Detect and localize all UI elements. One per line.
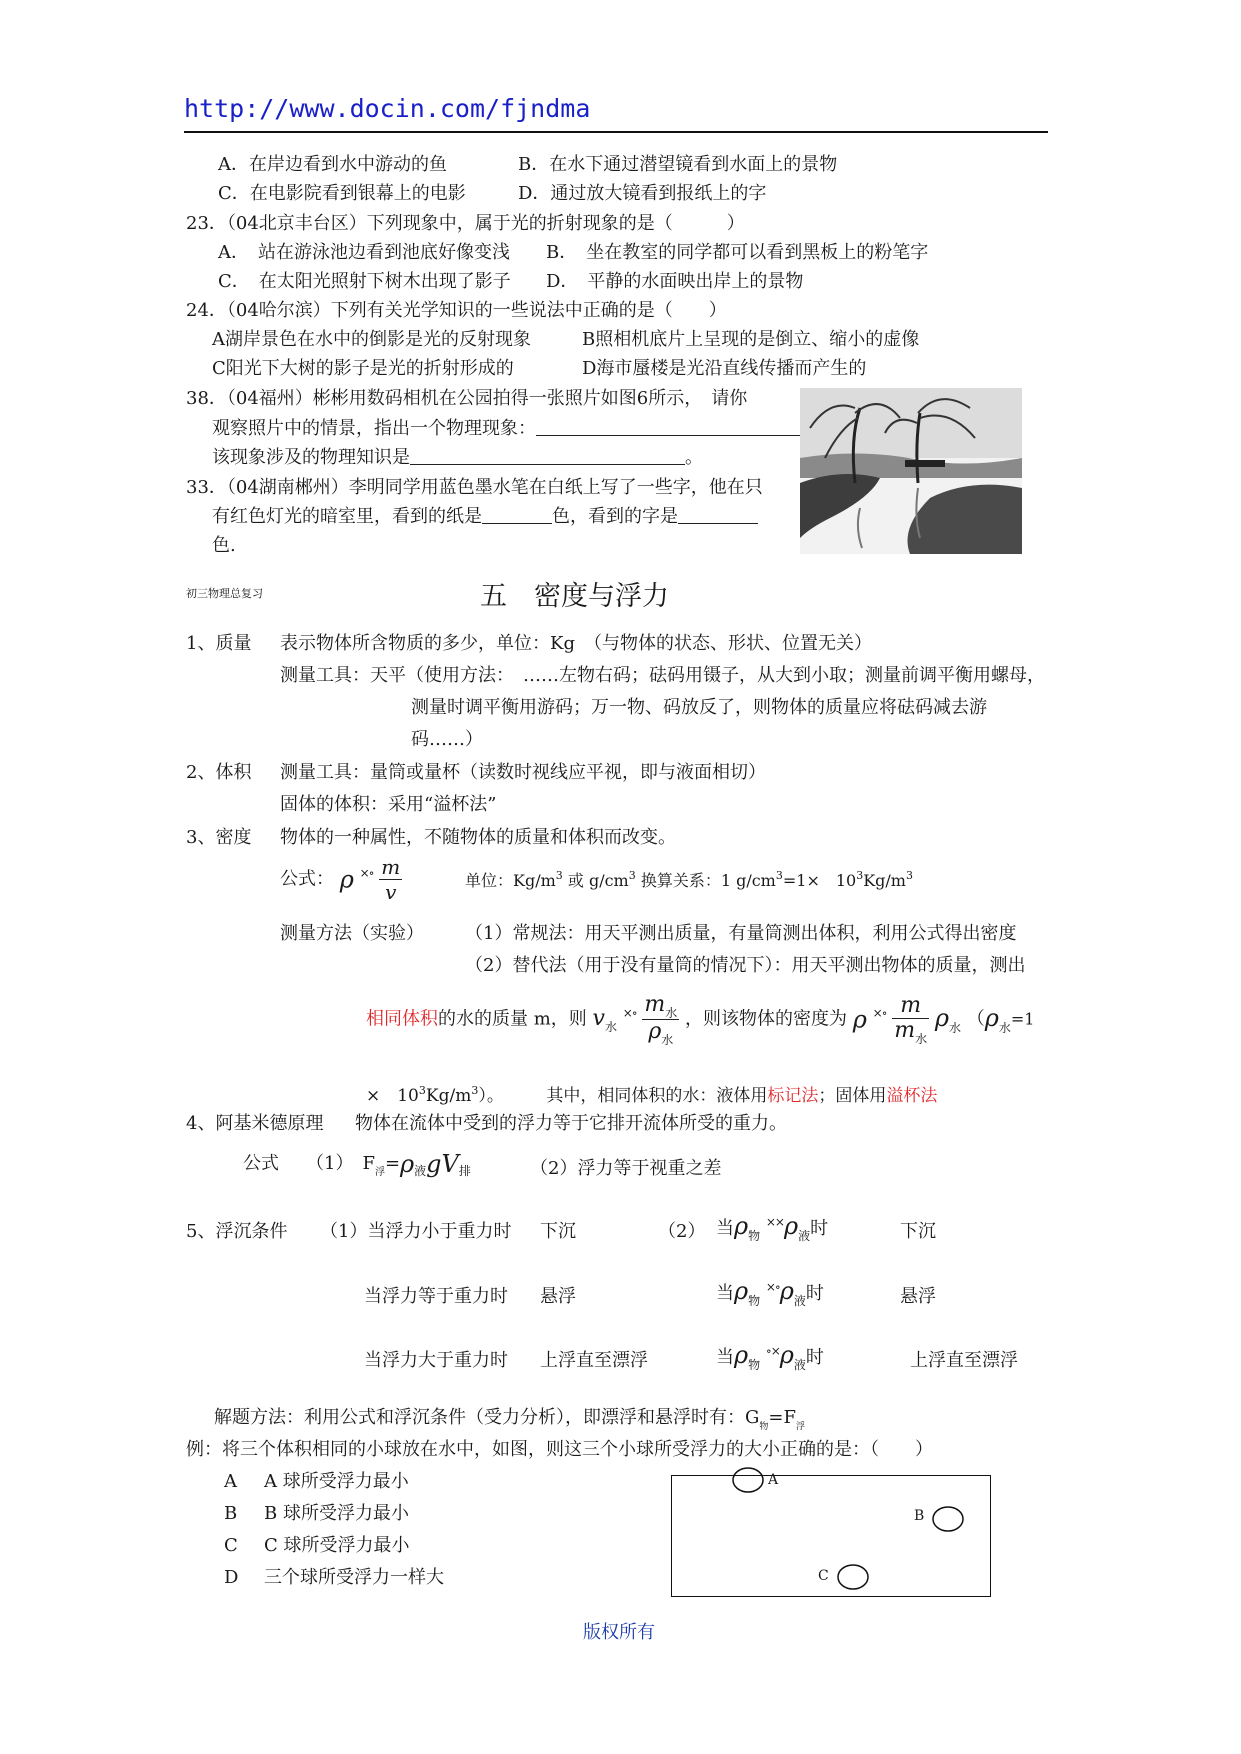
dc2-op: ×∘ xyxy=(765,1280,780,1294)
equals-glyph-3: ×∘ xyxy=(872,1005,887,1020)
unit-text: 单位：Kg/m xyxy=(465,871,556,890)
item1-desc: 表示物体所含物质的多少，单位：Kg （与物体的状态、形状、位置无关） xyxy=(280,633,872,654)
mark-method-text: 标记法 xyxy=(767,1086,819,1106)
section-title: 五 密度与浮力 xyxy=(480,581,669,612)
frac-m2: m xyxy=(892,994,929,1019)
item4-desc: 物体在流体中受到的浮力等于它排开流体所受的重力。 xyxy=(355,1113,787,1134)
q38-line3 xyxy=(212,446,703,470)
q23-option-b: B． 坐在教室的同学都可以看到黑板上的粉笔字 xyxy=(546,242,929,263)
item2-tool: 测量工具：量筒或量杯（读数时视线应平视，即与液面相切） xyxy=(280,762,766,783)
item5-label: 5、浮沉条件 xyxy=(186,1221,288,1242)
ball-c-label: C xyxy=(818,1568,829,1584)
density-cond-1 xyxy=(716,1214,828,1242)
q22-option-c: C．在电影院看到银幕上的电影 xyxy=(218,183,466,204)
q38-blank-2[interactable] xyxy=(410,446,685,465)
q23-option-c: C． 在太阳光照射下树木出现了影子 xyxy=(218,271,511,292)
dc3-ye: 液 xyxy=(793,1358,806,1372)
q33-prompt-b: 色，看到的字是 xyxy=(552,506,678,527)
af-V: V xyxy=(441,1150,459,1178)
q22-option-a: A．在岸边看到水中游动的鱼 xyxy=(218,154,447,175)
method-label: 测量方法（实验） xyxy=(280,923,424,944)
example-stem: 例：将三个体积相同的小球放在水中，如图，则这三个小球所受浮力的大小正确的是：（ ） xyxy=(186,1439,933,1460)
section-small-label: 初三物理总复习 xyxy=(186,587,263,600)
q24-option-c: C阳光下大树的影子是光的折射形成的 xyxy=(212,358,514,379)
example-option-c-key: C xyxy=(224,1535,238,1556)
result-1: 下沉 xyxy=(540,1221,576,1242)
density-cond-label: （2） xyxy=(658,1221,706,1242)
footer-copyright: 版权所有 xyxy=(583,1622,655,1643)
m-over-v xyxy=(379,855,402,904)
archimedes-formula xyxy=(243,1152,471,1179)
balls-diagram xyxy=(720,1462,980,1612)
water-mass-text: 的水的质量 m，则 xyxy=(438,1008,587,1030)
sup-3c: 3 xyxy=(775,869,783,882)
example-option-d-key: D xyxy=(224,1567,239,1588)
frac-mw: $m_水$ xyxy=(644,992,678,1020)
q23-option-a: A． 站在游泳池边看到池底好像变浅 xyxy=(218,242,510,263)
unit-or: 或 g/cm xyxy=(567,871,629,890)
item1-tool-2: 测量时调平衡用游码；万一物、码放反了，则物体的质量应将砝码减去游 xyxy=(411,697,987,718)
q23-stem: 23．（04北京丰台区）下列现象中，属于光的折射现象的是（ ） xyxy=(186,213,745,234)
example-option-a: A 球所受浮力最小 xyxy=(264,1471,409,1492)
ball-a xyxy=(733,1468,763,1492)
dc1-rho1: ρ xyxy=(734,1212,749,1240)
dc1-op: ×× xyxy=(765,1215,784,1229)
item3-desc: 物体的一种属性，不随物体的质量和体积而改变。 xyxy=(280,827,676,848)
cond-2: 当浮力等于重力时 xyxy=(364,1286,508,1307)
dc1-ye: 液 xyxy=(798,1229,811,1243)
item4-label: 4、阿基米德原理 xyxy=(186,1113,324,1134)
q33-line2 xyxy=(212,505,758,529)
dc2-rho2: ρ xyxy=(779,1277,794,1305)
dc3-rho1: ρ xyxy=(734,1341,749,1369)
density-result-1: 下沉 xyxy=(900,1221,936,1242)
dc2-shi: 时 xyxy=(805,1283,824,1304)
q38-prompt-a: 观察照片中的情景，指出一个物理现象： xyxy=(212,418,536,439)
density-cond-3 xyxy=(716,1343,824,1371)
cond-1: （1）当浮力小于重力时 xyxy=(320,1221,512,1242)
ball-b-label: B xyxy=(914,1508,925,1524)
overflow-method-text: 溢杯法 xyxy=(886,1086,938,1106)
method-1: （1）常规法：用天平测出质量，有量筒测出体积，利用公式得出密度 xyxy=(465,923,1017,944)
archimedes-formula-2: （2）浮力等于视重之差 xyxy=(530,1158,722,1179)
same-volume-text: 相同体积 xyxy=(366,1008,438,1030)
dc2-ye: 液 xyxy=(793,1294,806,1308)
solve-text: 解题方法：利用公式和浮沉条件（受力分析），即漂浮和悬浮时有：G xyxy=(214,1407,760,1428)
density-result-3: 上浮直至漂浮 xyxy=(910,1350,1018,1371)
density-result-2: 悬浮 xyxy=(900,1286,936,1307)
solve-method xyxy=(214,1406,805,1433)
dc3-shi: 时 xyxy=(805,1347,824,1368)
q24-option-d: D海市蜃楼是光沿直线传播而产生的 xyxy=(582,358,867,379)
sup-3a: 3 xyxy=(555,869,563,882)
item2-solid: 固体的体积：采用“溢杯法” xyxy=(280,794,497,815)
ball-a-label: A xyxy=(768,1472,779,1488)
sup-3b: 3 xyxy=(628,869,636,882)
af-liquid: 液 xyxy=(414,1164,427,1178)
header-url[interactable]: http://www.docin.com/fjndma xyxy=(184,94,591,123)
q38-line1: 38．（04福州）彬彬用数码相机在公园拍得一张照片如图6所示， 请你 xyxy=(186,388,748,409)
af-eq: = xyxy=(384,1153,401,1174)
rho-water-factor: $\rho_水$ xyxy=(934,1003,962,1035)
q24-option-b: B照相机底片上呈现的是倒立、缩小的虚像 xyxy=(582,329,920,350)
q38-blank-1[interactable] xyxy=(536,417,811,436)
dc2-rho1: ρ xyxy=(734,1277,749,1305)
unit-eq: =1× 10 xyxy=(782,871,857,890)
q33-line3: 色. xyxy=(212,535,236,556)
af-pai: 排 xyxy=(458,1164,471,1178)
rho-obj: ρ xyxy=(852,1005,867,1034)
dc1-wu: 物 xyxy=(748,1229,761,1243)
q33-line1: 33．（04湖南郴州）李明同学用蓝色墨水笔在白纸上写了一些字，他在只 xyxy=(186,477,763,498)
frac-rhow: $\rho_水$ xyxy=(648,1019,674,1047)
item1-label: 1、质量 xyxy=(186,633,252,654)
q24-option-a: A湖岸景色在水中的倒影是光的反射现象 xyxy=(212,329,531,350)
q22-option-b: B．在水下通过潜望镜看到水面上的景物 xyxy=(518,154,838,175)
af-rho: ρ xyxy=(400,1150,415,1178)
q33-blank-paper[interactable] xyxy=(482,505,552,524)
unit-end: Kg/m xyxy=(863,871,906,890)
ball-b xyxy=(933,1507,963,1531)
substitution-line xyxy=(366,993,1034,1046)
rho-water-eq: =1 xyxy=(1010,1009,1035,1029)
method-2: （2）替代法（用于没有量筒的情况下）：用天平测出物体的质量，测出 xyxy=(465,955,1026,976)
dc3-dang: 当 xyxy=(716,1347,734,1368)
dc1-shi: 时 xyxy=(810,1218,829,1239)
frac-v: v xyxy=(385,880,397,904)
example-option-b: B 球所受浮力最小 xyxy=(264,1503,409,1524)
q22-option-d: D．通过放大镜看到报纸上的字 xyxy=(518,183,767,204)
sup-3e: 3 xyxy=(905,869,913,882)
item1-tool-1: 测量工具：天平（使用方法： ……左物右码；砝码用镊子，从大到小取；测量前调平衡用螺母， xyxy=(280,665,1045,686)
dc2-dang: 当 xyxy=(716,1283,734,1304)
density-formula xyxy=(280,855,402,904)
result-2: 悬浮 xyxy=(540,1286,576,1307)
cond-3: 当浮力大于重力时 xyxy=(364,1350,508,1371)
example-option-b-key: B xyxy=(224,1503,238,1524)
example-option-d: 三个球所受浮力一样大 xyxy=(264,1567,444,1588)
formula-label: 公式： xyxy=(280,868,334,890)
q38-period: 。 xyxy=(685,447,703,468)
q23-option-d: D． 平静的水面映出岸上的景物 xyxy=(546,271,804,292)
dc3-wu: 物 xyxy=(748,1358,761,1372)
m-over-mw xyxy=(892,994,929,1045)
rho-symbol: ρ xyxy=(339,865,354,894)
park-photo xyxy=(800,388,1022,554)
dc1-rho2: ρ xyxy=(783,1212,799,1240)
wd-b: Kg/m xyxy=(425,1086,472,1106)
mw-over-rhow xyxy=(642,993,679,1046)
q33-prompt-a: 有红色灯光的暗室里，看到的纸是 xyxy=(212,506,482,527)
water-density-line xyxy=(366,1081,937,1106)
equals-glyph-2: ×∘ xyxy=(622,1005,637,1020)
q24-stem: 24．（04哈尔滨）下列有关光学知识的一些说法中正确的是（ ） xyxy=(186,300,727,321)
sup-3d: 3 xyxy=(856,869,864,882)
wd-sup1: 3 xyxy=(418,1084,426,1097)
example-option-a-key: A xyxy=(224,1471,237,1492)
af-label: 公式 （1） F xyxy=(243,1153,375,1174)
af-g: g xyxy=(426,1150,442,1178)
q38-prompt-b: 该现象涉及的物理知识是 xyxy=(212,447,410,468)
dc2-wu: 物 xyxy=(748,1294,761,1308)
dc3-op: ∘× xyxy=(765,1344,780,1358)
dc3-rho2: ρ xyxy=(779,1341,794,1369)
af-fsub: 浮 xyxy=(374,1167,385,1178)
wd-c: ）。 其中，相同体积的水：液体用 xyxy=(478,1086,768,1106)
example-option-c: C 球所受浮力最小 xyxy=(264,1535,410,1556)
density-cond-2 xyxy=(716,1279,824,1307)
frac-mw2: $m_水$ xyxy=(894,1018,928,1046)
rho-water-def: $\rho_水$ xyxy=(984,1003,1011,1035)
result-3: 上浮直至漂浮 xyxy=(540,1350,648,1371)
solve-gsub: 物 xyxy=(759,1422,769,1432)
header-rule xyxy=(184,131,1048,133)
solid-use-text: ；固体用 xyxy=(818,1086,887,1106)
density-units xyxy=(465,868,913,891)
v-water-symbol: $v_水$ xyxy=(592,1005,617,1034)
ball-c xyxy=(838,1565,868,1589)
paren-open: （ xyxy=(966,1008,985,1030)
solve-fsub: 浮 xyxy=(795,1422,805,1432)
equals-glyph: ×∘ xyxy=(359,865,374,880)
wd-a: × 10 xyxy=(366,1086,419,1106)
frac-m: m xyxy=(381,855,401,879)
wd-sup2: 3 xyxy=(471,1084,479,1097)
item1-tool-3: 码……） xyxy=(411,729,483,750)
unit-conv: 换算关系：1 g/cm xyxy=(640,871,776,890)
item3-label: 3、密度 xyxy=(186,827,252,848)
q38-line2 xyxy=(212,417,829,441)
dc1-dang: 当 xyxy=(716,1218,734,1239)
q33-blank-text[interactable] xyxy=(678,505,758,524)
solve-eq: =F xyxy=(768,1407,796,1428)
then-text: ，则该物体的密度为 xyxy=(685,1008,848,1030)
item2-label: 2、体积 xyxy=(186,762,252,783)
